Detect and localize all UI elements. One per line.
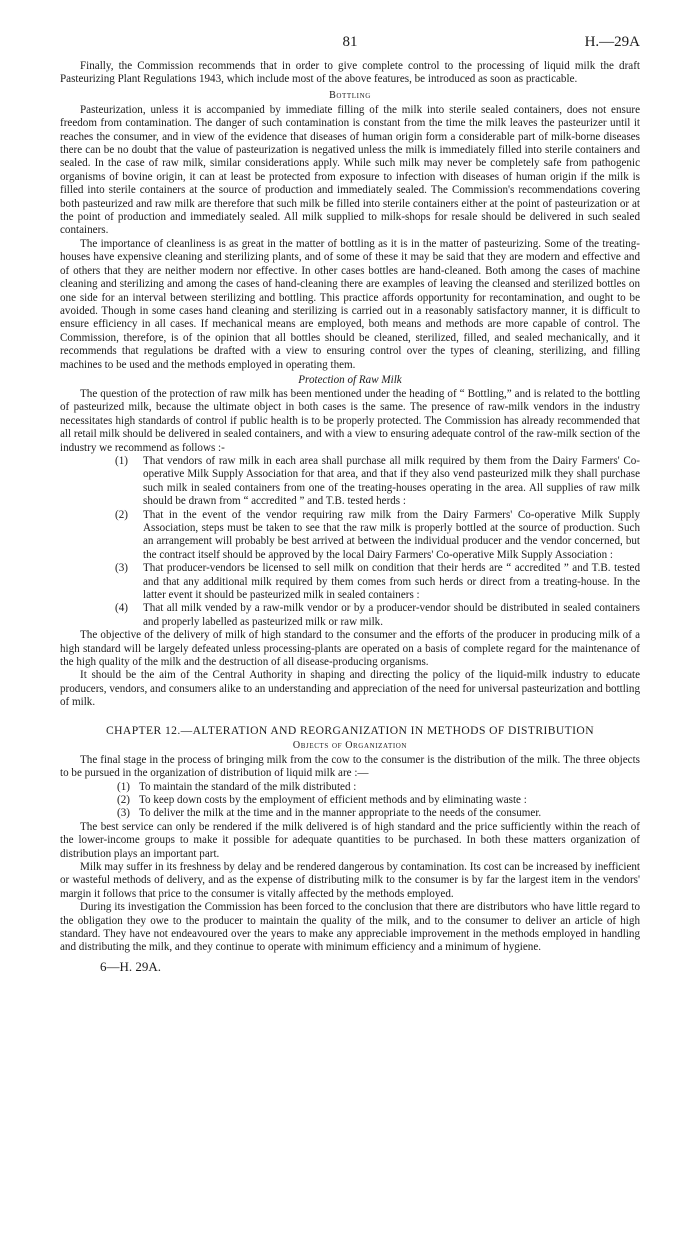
item-number: (2) — [115, 508, 128, 521]
page-footer-signature: 6—H. 29A. — [100, 958, 162, 974]
section-heading-bottling: Bottling — [329, 89, 371, 101]
item-number: (3) — [115, 562, 128, 575]
item-text: That vendors of raw milk in each area shall purchase all milk required by them from the Dairy Farmers' Co-operative Milk Supply Association for that area, and that if they also vend pasteurized milk they shall purchase such milk in sealed containers from one of the treating-houses operating in the area. All supplies of raw milk should be drawn from “ accredited ” and T.B. tested herds : — [143, 454, 640, 508]
intro-paragraph: Finally, the Commission recommends that in order to give complete control to the processing of liquid milk the draft Pasteurizing Plant Regulations 1943, which include most of the above features, be introduced as soon as practicable. — [60, 60, 640, 86]
item-number: (1) — [115, 454, 128, 467]
item-text: To deliver the milk at the time and in the manner appropriate to the needs of the consumer. — [139, 807, 542, 820]
item-number: (2) — [117, 793, 130, 806]
raw-milk-closing-paragraph: The objective of the delivery of milk of high standard to the consumer and the efforts of the producer in producing milk of a high standard will be largely defeated unless processing-plants are operated on a basis of complete regard for the maintenance of the high quality of the milk and the destruction of all disease-producing organisms. — [60, 629, 640, 669]
item-text: That producer-vendors be licensed to sell milk on condition that their herds are “ accredited ” and T.B. tested and that any additional milk required by them comes from such herds or direct from a treating-house. In the latter event it should be pasteurized milk in sealed containers : — [143, 562, 640, 602]
chapter-paragraph: During its investigation the Commission has been forced to the conclusion that there are distributors who have little regard to the obligation they owe to the producer to maintain the quality of the milk, and to the consumer to deliver an article of high standard. They have not endeavoured over the years to make any appreciable improvement in the methods employed in handling and distributing the milk, and they continue to operate with minimum efficiency and a minimum of hygiene. — [60, 901, 640, 954]
chapter-subheading: Objects of Organization — [292, 739, 408, 751]
document-reference: H.—29A — [584, 34, 640, 50]
recommendation-item — [60, 509, 640, 563]
item-number: (4) — [115, 602, 128, 615]
chapter-intro: The final stage in the process of bringing milk from the cow to the consumer is the distribution of the milk. The three objects to be pursued in the organization of distribution of liquid milk are :— — [60, 753, 640, 780]
recommendation-item — [60, 602, 640, 629]
objects-list — [60, 781, 640, 821]
list-item — [117, 807, 640, 820]
bottling-paragraph: The importance of cleanliness is as great in the matter of bottling as it is in the matter of pasteurizing. Some of the treating-houses have expensive cleaning and sterilizing plants, and of some of these it may be said that they are modern and effective and of others that they are neither modern nor effective. In other cases bottles are hand-cleaned. Both among the cases of machine cleaning and sterilizing and among the cases of hand-cleaning there are examples of leaving the cleansed and sterilized bottles on one side for an interval between sterilizing and bottling. This practice affords opportunity for recontamination, and ought to be avoided. Though in some cases hand cleaning and sterilizing is carried out in a reasonably satisfactory manner, it is difficult to ensure efficiency in all cases. If mechanical means are employed, both means and methods are more capable of control. The Commission, therefore, is of the opinion that all bottles should be cleaned, sterilized, filled, and sealed mechanically, and it recommends that regulations be drafted with a view to ensuring control over the types of cleaning, sterilizing, and filling machines to be used and the methods employed in operating them. — [60, 237, 640, 371]
raw-milk-intro: The question of the protection of raw milk has been mentioned under the heading of “ Bottling,” and is related to the bottling of pasteurized milk, because the ultimate object in both cases is the same. The presence of raw-milk vendors in the industry necessitates high standards of control if public health is to be properly protected. The Commission has already recommended that all retail milk should be delivered in sealed containers, and with a view to ensuring adequate control of the raw-milk section of the industry we recommend as follows :- — [60, 387, 640, 454]
item-text: That in the event of the vendor requiring raw milk from the Dairy Farmers' Co-operative Milk Supply Association, steps must be taken to see that the raw milk is properly bottled at the source of production. Such an arrangement will probably be best arrived at between the individual producer and the vendor concerned, but the contract itself should be approved by the local Dairy Farmers' Co-operative Milk Supply Association : — [143, 508, 640, 561]
document-page — [60, 30, 640, 975]
list-item — [117, 794, 640, 807]
item-text: To maintain the standard of the milk distributed : — [139, 780, 357, 793]
bottling-paragraph: Pasteurization, unless it is accompanied by immediate filling of the milk into sterile sealed containers, does not ensure freedom from contamination. The danger of such contamination is constant from the time the milk leaves the pasteurizer until it reaches the consumer, and in view of the evidence that diseases of human origin form a considerable part of milk-borne diseases there can be no doubt that the value of pasteurization is negatived unless the milk is immediately filled into sterile containers and sealed. In the case of raw milk, similar considerations apply. While such milk may never be completely safe from pathogenic organisms of bovine origin, it can at least be protected from exposure to infection with diseases of human origin if the milk is filled into sterile containers at the source of production and immediately sealed. The Commission's recommendations covering both pasteurized and raw milk are therefore that such milk be filled into sterile containers either at the point of pasteurization or at the point of production and immediately sealed. All milk supplied to milk-shops for resale should be delivered in such sealed containers. — [60, 103, 640, 237]
chapter-paragraph: The best service can only be rendered if the milk delivered is of high standard and the price sufficiently within the reach of the lower-income groups to make it possible for adequate quantities to be purchased. In both these matters organization of distribution plays an important part. — [60, 820, 640, 860]
item-text: To keep down costs by the employment of efficient methods and by eliminating waste : — [139, 793, 527, 806]
chapter-title: CHAPTER 12.—ALTERATION AND REORGANIZATION IN METHODS OF DISTRIBUTION — [106, 723, 594, 737]
item-number: (3) — [117, 807, 130, 820]
page-number: 81 — [342, 34, 358, 50]
item-text: That all milk vended by a raw-milk vendor or by a producer-vendor should be distributed in sealed containers and properly labelled as pasteurized milk or raw milk. — [143, 602, 640, 628]
list-item — [117, 781, 640, 794]
raw-milk-closing-paragraph: It should be the aim of the Central Authority in shaping and directing the policy of the liquid-milk industry to educate producers, vendors, and consumers alike to an understanding and appreciation of the need for universal pasteurization and bottling of milk. — [60, 669, 640, 709]
section-heading-raw-milk: Protection of Raw Milk — [298, 373, 402, 386]
page-header — [60, 30, 640, 60]
recommendation-item — [60, 455, 640, 509]
recommendation-item — [60, 562, 640, 602]
item-number: (1) — [117, 780, 130, 793]
chapter-paragraph: Milk may suffer in its freshness by delay and be rendered dangerous by contamination. Its cost can be increased by inefficient or wasteful methods of delivery, and as the expense of distributing milk to the consumer is by far the largest item in the vendors' margin it follows that price to the consumer is vitally affected by the methods employed. — [60, 860, 640, 900]
